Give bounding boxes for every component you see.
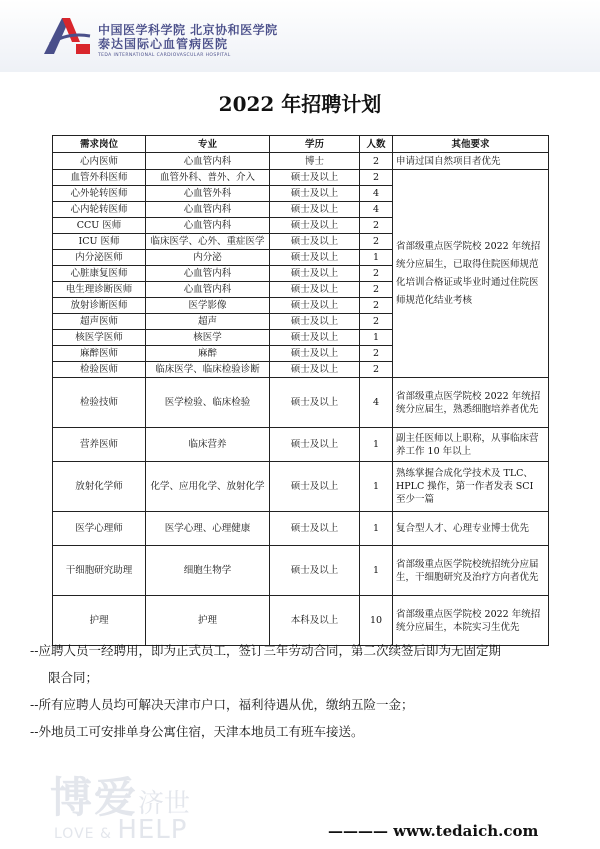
note-line: --外地员工可安排单身公寓住宿，天津本地员工有班车接送。 <box>30 724 364 739</box>
cell-post: 电生理诊断医师 <box>53 282 146 298</box>
cell-post: CCU 医师 <box>53 218 146 234</box>
recruitment-table <box>52 135 549 646</box>
org-line-2: 泰达国际心血管病医院 <box>98 37 229 51</box>
header-banner <box>0 0 600 72</box>
cell-major: 心血管外科 <box>146 186 270 202</box>
cell-post: 心内轮转医师 <box>53 202 146 218</box>
cell-degree: 硕士及以上 <box>270 314 360 330</box>
cell-major: 临床医学、临床检验诊断 <box>146 362 270 378</box>
cell-degree: 硕士及以上 <box>270 546 360 596</box>
hospital-name-block <box>98 23 278 58</box>
cell-other-shared: 省部级重点医学院校 2022 年统招统分应届生，已取得住院医师规范化培训合格证或毕业时通过住院医师规范化结业考核 <box>393 170 549 378</box>
cell-major: 临床医学、心外、重症医学 <box>146 234 270 250</box>
cell-count: 1 <box>360 546 393 596</box>
cell-post: 超声医师 <box>53 314 146 330</box>
cell-other: 省部级重点医学院校统招统分应届生，干细胞研究及治疗方向者优先 <box>393 546 549 596</box>
cell-major: 麻醉 <box>146 346 270 362</box>
cell-count: 1 <box>360 512 393 546</box>
cell-count: 1 <box>360 250 393 266</box>
slogan-en <box>54 815 187 845</box>
cell-other: 省部级重点医学院校 2022 年统招统分应届生，熟悉细胞培养者优先 <box>393 378 549 428</box>
cell-major: 心血管内科 <box>146 266 270 282</box>
cell-count: 2 <box>360 314 393 330</box>
org-line-1: 中国医学科学院 北京协和医学院 <box>98 23 278 37</box>
cell-major: 超声 <box>146 314 270 330</box>
cell-major: 医学影像 <box>146 298 270 314</box>
cell-other: 省部级重点医学院校 2022 年统招统分应届生，本院实习生优先 <box>393 596 549 646</box>
slogan-cn-b: 济世 <box>138 789 191 819</box>
cell-major: 心血管内科 <box>146 153 270 170</box>
cell-count: 1 <box>360 330 393 346</box>
slogan-en-b: HELP <box>117 815 188 845</box>
cell-degree: 硕士及以上 <box>270 378 360 428</box>
table-row <box>53 170 549 186</box>
cell-major: 内分泌 <box>146 250 270 266</box>
header-other: 其他要求 <box>393 136 549 153</box>
cell-degree: 硕士及以上 <box>270 298 360 314</box>
cell-major: 核医学 <box>146 330 270 346</box>
cell-degree: 硕士及以上 <box>270 234 360 250</box>
cell-major: 心血管内科 <box>146 202 270 218</box>
notes-section <box>30 637 580 745</box>
cell-count: 2 <box>360 362 393 378</box>
cell-post: ICU 医师 <box>53 234 146 250</box>
cell-major: 血管外科、普外、介入 <box>146 170 270 186</box>
cell-degree: 硕士及以上 <box>270 462 360 512</box>
cell-count: 2 <box>360 346 393 362</box>
page-title: 2022 年招聘计划 <box>218 92 382 116</box>
cell-major: 心血管内科 <box>146 282 270 298</box>
table-row <box>53 462 549 512</box>
cell-degree: 硕士及以上 <box>270 250 360 266</box>
cell-post: 心脏康复医师 <box>53 266 146 282</box>
cell-post: 检验医师 <box>53 362 146 378</box>
org-line-3: TEDA INTERNATIONAL CARDIOVASCULAR HOSPITAL <box>98 53 231 58</box>
cell-major: 细胞生物学 <box>146 546 270 596</box>
cell-degree: 硕士及以上 <box>270 218 360 234</box>
cell-degree: 硕士及以上 <box>270 346 360 362</box>
header-major: 专业 <box>146 136 270 153</box>
cell-degree: 硕士及以上 <box>270 330 360 346</box>
header-post: 需求岗位 <box>53 136 146 153</box>
slogan-en-a: LOVE & <box>54 826 118 842</box>
cell-count: 2 <box>360 282 393 298</box>
cell-count: 2 <box>360 234 393 250</box>
cell-post: 放射诊断医师 <box>53 298 146 314</box>
cell-degree: 硕士及以上 <box>270 202 360 218</box>
footer-dash: ———— <box>328 822 388 840</box>
cell-count: 2 <box>360 153 393 170</box>
cell-major: 临床营养 <box>146 428 270 462</box>
cell-major: 医学检验、临床检验 <box>146 378 270 428</box>
cell-count: 2 <box>360 170 393 186</box>
cell-count: 4 <box>360 202 393 218</box>
cell-post: 内分泌医师 <box>53 250 146 266</box>
footer-website <box>328 822 538 840</box>
cell-count: 4 <box>360 378 393 428</box>
note-line: --应聘人员一经聘用，即为正式员工，签订三年劳动合同，第二次续签后即为无固定期 <box>30 643 501 658</box>
cell-post: 护理 <box>53 596 146 646</box>
cell-post: 心内医师 <box>53 153 146 170</box>
cell-post: 检验技师 <box>53 378 146 428</box>
cell-degree: 硕士及以上 <box>270 170 360 186</box>
cell-count: 10 <box>360 596 393 646</box>
cell-post: 医学心理师 <box>53 512 146 546</box>
table-row <box>53 428 549 462</box>
note-line: --所有应聘人员均可解决天津市户口，福利待遇从优，缴纳五险一金； <box>30 697 414 712</box>
note-line: 限合同； <box>48 670 99 685</box>
table-row <box>53 546 549 596</box>
cell-major: 心血管内科 <box>146 218 270 234</box>
cell-count: 2 <box>360 266 393 282</box>
table-row <box>53 512 549 546</box>
cell-degree: 博士 <box>270 153 360 170</box>
slogan-cn-a: 博爱 <box>50 773 139 822</box>
table-header-row <box>53 136 549 153</box>
cell-count: 2 <box>360 298 393 314</box>
cell-count: 1 <box>360 462 393 512</box>
cell-degree: 硕士及以上 <box>270 266 360 282</box>
table-row <box>53 378 549 428</box>
cell-degree: 本科及以上 <box>270 596 360 646</box>
header-count: 人数 <box>360 136 393 153</box>
slogan-watermark <box>50 765 191 845</box>
cell-other: 熟练掌握合成化学技术及 TLC、HPLC 操作，第一作者发表 SCI 至少一篇 <box>393 462 549 512</box>
cell-post: 核医学医师 <box>53 330 146 346</box>
footer-url: www.tedaich.com <box>393 822 539 840</box>
hospital-logo <box>40 14 94 60</box>
cell-count: 4 <box>360 186 393 202</box>
cell-major: 医学心理、心理健康 <box>146 512 270 546</box>
cell-count: 2 <box>360 218 393 234</box>
cell-major: 护理 <box>146 596 270 646</box>
cell-post: 心外轮转医师 <box>53 186 146 202</box>
cell-other: 复合型人才、心理专业博士优先 <box>393 512 549 546</box>
cell-count: 1 <box>360 428 393 462</box>
cell-other: 副主任医师以上职称，从事临床营养工作 10 年以上 <box>393 428 549 462</box>
cell-post: 干细胞研究助理 <box>53 546 146 596</box>
cell-post: 麻醉医师 <box>53 346 146 362</box>
cell-post: 血管外科医师 <box>53 170 146 186</box>
table-row <box>53 153 549 170</box>
cell-degree: 硕士及以上 <box>270 512 360 546</box>
cell-other: 申请过国自然项目者优先 <box>393 153 549 170</box>
header-degree: 学历 <box>270 136 360 153</box>
cell-degree: 硕士及以上 <box>270 282 360 298</box>
cell-post: 营养医师 <box>53 428 146 462</box>
cell-post: 放射化学师 <box>53 462 146 512</box>
cell-degree: 硕士及以上 <box>270 186 360 202</box>
cell-major: 化学、应用化学、放射化学 <box>146 462 270 512</box>
cell-degree: 硕士及以上 <box>270 428 360 462</box>
cell-degree: 硕士及以上 <box>270 362 360 378</box>
